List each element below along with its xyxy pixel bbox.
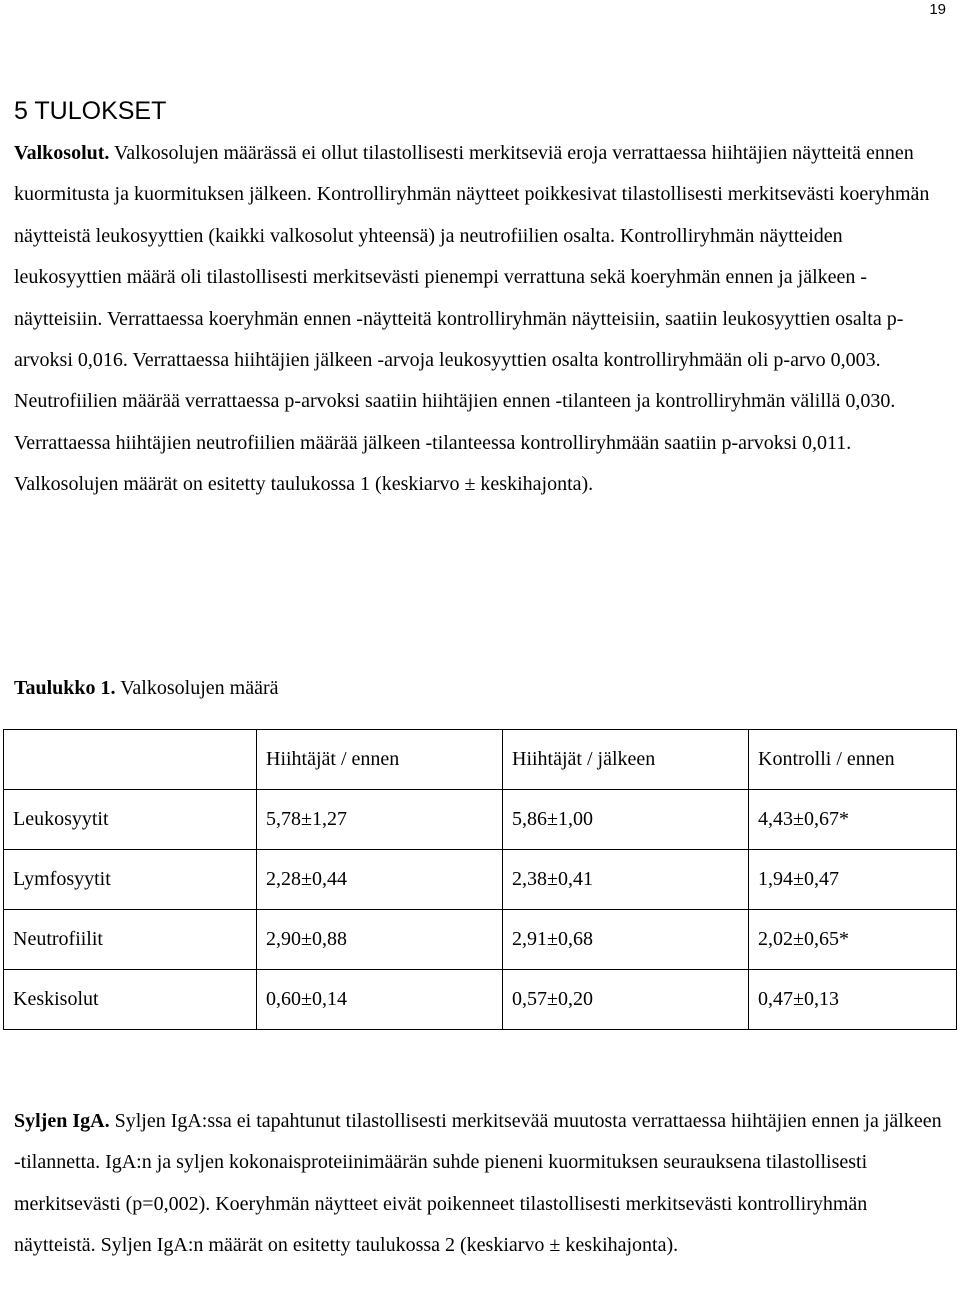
table-cell: 5,78±1,27 bbox=[257, 790, 503, 850]
paragraph-lead: Valkosolut. bbox=[14, 142, 110, 164]
table-header-cell: Kontrolli / ennen bbox=[749, 730, 957, 790]
table-header-cell: Hiihtäjät / jälkeen bbox=[503, 730, 749, 790]
table-cell: 0,47±0,13 bbox=[749, 970, 957, 1030]
table-row bbox=[4, 790, 957, 850]
table-row-label: Leukosyytit bbox=[4, 790, 257, 850]
table-cell: 2,02±0,65* bbox=[749, 910, 957, 970]
table-cell: 1,94±0,47 bbox=[749, 850, 957, 910]
table-row bbox=[4, 910, 957, 970]
table-cell: 2,91±0,68 bbox=[503, 910, 749, 970]
section-heading: 5 TULOKSET bbox=[14, 97, 167, 125]
results-table bbox=[3, 729, 957, 1030]
paragraph-lead: Syljen IgA. bbox=[14, 1110, 110, 1132]
table-row-label: Keskisolut bbox=[4, 970, 257, 1030]
table-cell: 2,28±0,44 bbox=[257, 850, 503, 910]
table-row bbox=[4, 850, 957, 910]
table-row bbox=[4, 970, 957, 1030]
table-cell: 2,38±0,41 bbox=[503, 850, 749, 910]
table-caption-text: Valkosolujen määrä bbox=[115, 677, 279, 699]
paragraph-valkosolut bbox=[14, 133, 944, 506]
paragraph-syljen-iga bbox=[14, 1101, 944, 1267]
table-cell: 0,57±0,20 bbox=[503, 970, 749, 1030]
table-row-label: Lymfosyytit bbox=[4, 850, 257, 910]
table-cell: 2,90±0,88 bbox=[257, 910, 503, 970]
page-number: 19 bbox=[929, 1, 946, 18]
table-caption bbox=[14, 668, 278, 708]
table-row-label: Neutrofiilit bbox=[4, 910, 257, 970]
paragraph-body: Syljen IgA:ssa ei tapahtunut tilastollisesti merkitsevää muutosta verrattaessa hiihtäjien ennen ja jälkeen -tilannetta. IgA:n ja syljen kokonaisproteiinimäärän suhde pieneni kuormituksen seurauksena tilastollisesti merkitsevästi (p=0,002). Koeryhmän näytteet eivät poikenneet tilastollisesti merkitsevästi kontrolliryhmän näytteistä. Syljen IgA:n määrät on esitetty taulukossa 2 (keskiarvo ± keskihajonta). bbox=[14, 1110, 942, 1257]
table-cell: 0,60±0,14 bbox=[257, 970, 503, 1030]
table-header-cell: Hiihtäjät / ennen bbox=[257, 730, 503, 790]
table-header-row bbox=[4, 730, 957, 790]
table-cell: 4,43±0,67* bbox=[749, 790, 957, 850]
paragraph-body: Valkosolujen määrässä ei ollut tilastollisesti merkitseviä eroja verrattaessa hiihtäjien näytteitä ennen kuormitusta ja kuormituksen jälkeen. Kontrolliryhmän näytteet poikkesivat tilastollisesti merkitsevästi koeryhmän näytteistä leukosyyttien (kaikki valkosolut yhteensä) ja neutrofiilien osalta. Kontrolliryhmän näytteiden leukosyyttien määrä oli tilastollisesti merkitsevästi pienempi verrattuna sekä koeryhmän ennen ja jälkeen -näytteisiin. Verrattaessa koeryhmän ennen -näytteitä kontrolliryhmän näytteisiin, saatiin leukosyyttien osalta p-arvoksi 0,016. Verrattaessa hiihtäjien jälkeen -arvoja leukosyyttien osalta kontrolliryhmään oli p-arvo 0,003. Neutrofiilien määrää verrattaessa p-arvoksi saatiin hiihtäjien ennen -tilanteen ja kontrolliryhmän välillä 0,030. Verrattaessa hiihtäjien neutrofiilien määrää jälkeen -tilanteessa kontrolliryhmään saatiin p-arvoksi 0,011. Valkosolujen määrät on esitetty taulukossa 1 (keskiarvo ± keskihajonta). bbox=[14, 142, 930, 496]
table-caption-label: Taulukko 1. bbox=[14, 677, 116, 699]
table-cell: 5,86±1,00 bbox=[503, 790, 749, 850]
table-header-cell bbox=[4, 730, 257, 790]
